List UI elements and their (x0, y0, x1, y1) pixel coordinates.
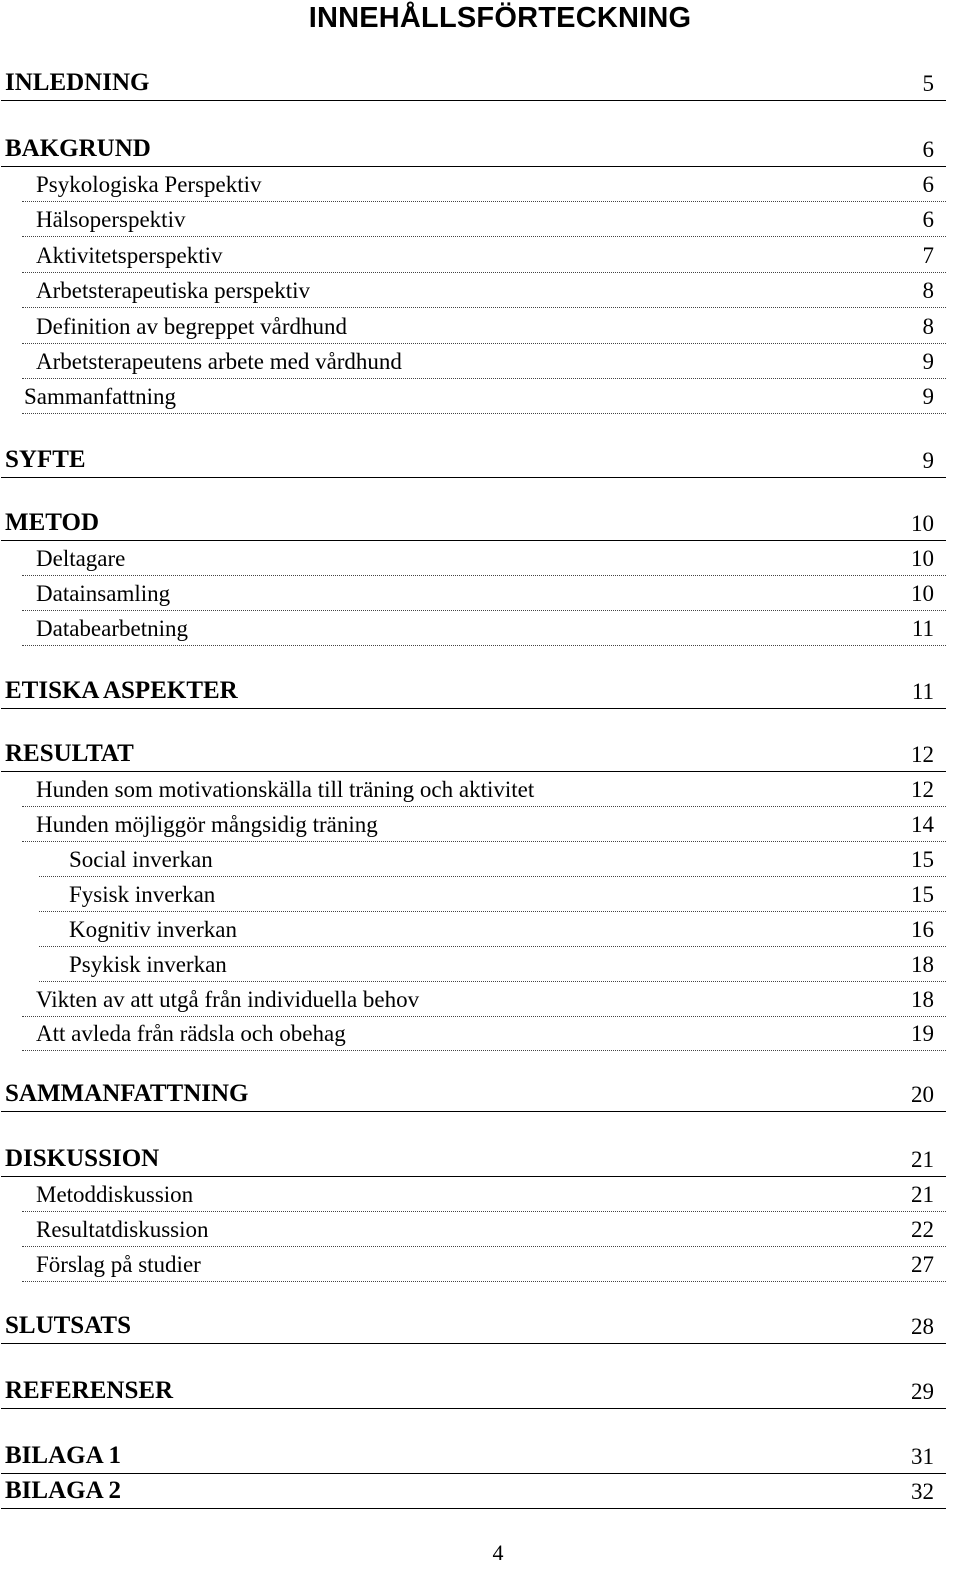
toc-entry-label: INLEDNING (5, 69, 150, 96)
toc-entry-label: SAMMANFATTNING (5, 1080, 249, 1107)
toc-entry-page-number: 11 (911, 616, 934, 641)
toc-entry-label: Psykologiska Perspektiv (36, 172, 262, 197)
toc-subsection-entry[interactable] (22, 1016, 946, 1051)
toc-entry-page-number: 12 (911, 777, 934, 802)
toc-entry-page-number: 16 (911, 917, 934, 942)
toc-entry-label: Social inverkan (69, 847, 213, 872)
toc-entry-page-number: 6 (922, 137, 934, 162)
toc-entry-page-number: 10 (911, 546, 934, 571)
toc-entry-page-number: 6 (922, 207, 934, 232)
toc-entry-page-number: 12 (911, 742, 934, 767)
toc-entry-label: Definition av begreppet vårdhund (36, 314, 348, 339)
toc-subsection-entry[interactable] (39, 912, 946, 947)
toc-entry-label: Databearbetning (36, 616, 188, 641)
toc-entry-page-number: 27 (911, 1252, 934, 1277)
toc-subsection-entry[interactable] (22, 202, 946, 237)
toc-entry-label: Sammanfattning (24, 384, 177, 409)
toc-entry-page-number: 11 (911, 679, 934, 704)
toc-entry-label: Vikten av att utgå från individuella behov (36, 987, 420, 1012)
toc-section-entry[interactable] (1, 132, 946, 167)
toc-subsection-entry[interactable] (22, 379, 946, 414)
toc-section-entry[interactable] (1, 1142, 946, 1177)
toc-entry-page-number: 5 (922, 71, 934, 96)
toc-entry-page-number: 10 (911, 511, 934, 536)
toc-subsection-entry[interactable] (22, 1177, 946, 1212)
toc-entry-label: SYFTE (5, 446, 86, 473)
toc-entry-page-number: 29 (911, 1379, 934, 1404)
toc-entry-label: RESULTAT (5, 740, 134, 767)
toc-entry-page-number: 9 (922, 349, 934, 374)
toc-entry-page-number: 19 (911, 1021, 934, 1046)
toc-entry-page-number: 15 (911, 882, 934, 907)
document-title: INNEHÅLLSFÖRTECKNING (308, 2, 692, 34)
toc-entry-label: Arbetsterapeutiska perspektiv (36, 278, 310, 303)
toc-entry-label: Datainsamling (36, 581, 171, 606)
toc-entry-label: Kognitiv inverkan (69, 917, 237, 942)
toc-entry-label: Att avleda från rädsla och obehag (36, 1021, 346, 1046)
toc-section-entry[interactable] (1, 443, 946, 478)
toc-subsection-entry[interactable] (22, 167, 946, 202)
toc-subsection-entry[interactable] (22, 1247, 946, 1282)
toc-entry-page-number: 28 (911, 1314, 934, 1339)
toc-entry-label: Hälsoperspektiv (36, 207, 186, 232)
toc-entry-label: Aktivitetsperspektiv (36, 243, 223, 268)
toc-entry-page-number: 18 (911, 952, 934, 977)
toc-entry-label: ETISKA ASPEKTER (5, 677, 238, 704)
toc-entry-page-number: 7 (922, 243, 934, 268)
toc-entry-page-number: 10 (911, 581, 934, 606)
toc-section-entry[interactable] (1, 66, 946, 101)
toc-subsection-entry[interactable] (22, 807, 946, 842)
toc-entry-page-number: 9 (922, 384, 934, 409)
toc-entry-label: BAKGRUND (5, 135, 151, 162)
toc-entry-label: Deltagare (36, 546, 126, 571)
toc-entry-page-number: 6 (922, 172, 934, 197)
toc-entry-page-number: 18 (911, 987, 934, 1012)
toc-entry-page-number: 8 (922, 278, 934, 303)
toc-section-entry[interactable] (1, 1374, 946, 1409)
toc-subsection-entry[interactable] (39, 877, 946, 912)
toc-entry-label: Förslag på studier (36, 1252, 201, 1277)
toc-entry-page-number: 31 (911, 1444, 934, 1469)
toc-entry-label: DISKUSSION (5, 1145, 160, 1172)
toc-entry-label: Psykisk inverkan (69, 952, 227, 977)
toc-subsection-entry[interactable] (22, 982, 946, 1017)
toc-subsection-entry[interactable] (39, 842, 946, 877)
toc-entry-label: Hunden möjliggör mångsidig träning (36, 812, 378, 837)
toc-entry-label: Metoddiskussion (36, 1182, 194, 1207)
toc-entry-page-number: 14 (911, 812, 934, 837)
toc-subsection-entry[interactable] (22, 344, 946, 379)
toc-entry-page-number: 22 (911, 1217, 934, 1242)
toc-entry-page-number: 15 (911, 847, 934, 872)
toc-entry-label: Fysisk inverkan (69, 882, 216, 907)
toc-entry-page-number: 8 (922, 314, 934, 339)
toc-entry-page-number: 32 (911, 1479, 934, 1504)
toc-section-entry[interactable] (1, 1474, 946, 1509)
toc-subsection-entry[interactable] (22, 309, 946, 344)
toc-section-entry[interactable] (1, 737, 946, 772)
toc-subsection-entry[interactable] (22, 541, 946, 576)
toc-entry-label: BILAGA 2 (5, 1477, 122, 1504)
toc-section-entry[interactable] (1, 1077, 946, 1112)
toc-subsection-entry[interactable] (22, 772, 946, 807)
toc-entry-label: SLUTSATS (5, 1312, 131, 1339)
toc-entry-page-number: 20 (911, 1082, 934, 1107)
toc-subsection-entry[interactable] (22, 611, 946, 646)
toc-subsection-entry[interactable] (22, 238, 946, 273)
toc-entry-label: Resultatdiskussion (36, 1217, 209, 1242)
toc-section-entry[interactable] (1, 506, 946, 541)
toc-entry-label: BILAGA 1 (5, 1442, 122, 1469)
toc-section-entry[interactable] (1, 1439, 946, 1474)
toc-entry-label: Hunden som motivationskälla till träning och aktivitet (36, 777, 535, 802)
toc-section-entry[interactable] (1, 1309, 946, 1344)
footer-page-number: 4 (492, 1540, 504, 1565)
toc-entry-label: Arbetsterapeutens arbete med vårdhund (36, 349, 402, 374)
toc-entry-page-number: 21 (911, 1182, 934, 1207)
toc-entry-page-number: 9 (922, 448, 934, 473)
toc-entry-label: REFERENSER (5, 1377, 174, 1404)
toc-entry-label: METOD (5, 509, 99, 536)
toc-subsection-entry[interactable] (39, 947, 946, 982)
toc-section-entry[interactable] (1, 674, 946, 709)
toc-subsection-entry[interactable] (22, 576, 946, 611)
toc-subsection-entry[interactable] (22, 1212, 946, 1247)
toc-entry-page-number: 21 (911, 1147, 934, 1172)
toc-subsection-entry[interactable] (22, 273, 946, 308)
